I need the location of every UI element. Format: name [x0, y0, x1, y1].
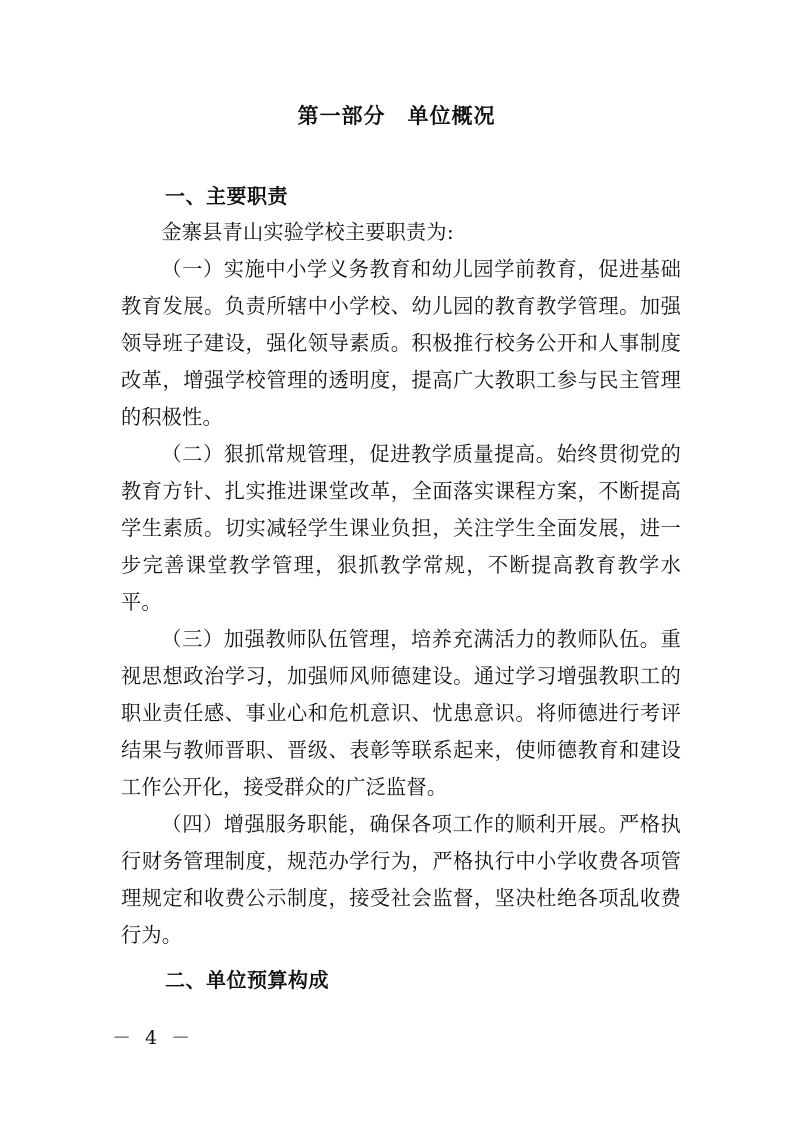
paragraph-duty-3: （三）加强教师队伍管理，培养充满活力的教师队伍。重视思想政治学习，加强师风师德建设。通过学习增强教职工的职业责任感、事业心和危机意识、忧患意识。将师德进行考评结果与教师晋职、晋级、表彰等联系起来，使师德教育和建设工作公开化，接受群众的广泛监督。 [121, 627, 681, 799]
page-number: － 4 － [112, 1027, 195, 1049]
paragraph-intro: 金寨县青山实验学校主要职责为: [161, 220, 454, 244]
section-heading-budget-composition: 二、单位预算构成 [165, 968, 329, 992]
paragraph-duty-1: （一）实施中小学义务教育和幼儿园学前教育，促进基础教育发展。负责所辖中小学校、幼儿园的教育教学管理。加强领导班子建设，强化领导素质。积极推行校务公开和人事制度改革，增强学校管理的透明度，提高广大教职工参与民主管理的积极性。 [121, 257, 681, 429]
section-heading-main-duties: 一、主要职责 [165, 184, 288, 208]
page-title: 第一部分 单位概况 [297, 104, 496, 128]
main-duties-body [121, 214, 681, 954]
paragraph-duty-2: （二）狠抓常规管理，促进教学质量提高。始终贯彻党的教育方针、扎实推进课堂改革，全面落实课程方案，不断提高学生素质。切实减轻学生课业负担，关注学生全面发展，进一步完善课堂教学管理，狠抓教学常规，不断提高教育教学水平。 [121, 442, 681, 614]
paragraph-duty-4: （四）增强服务职能，确保各项工作的顺利开展。严格执行财务管理制度，规范办学行为，严格执行中小学收费各项管理规定和收费公示制度，接受社会监督，坚决杜绝各项乱收费行为。 [121, 812, 681, 947]
